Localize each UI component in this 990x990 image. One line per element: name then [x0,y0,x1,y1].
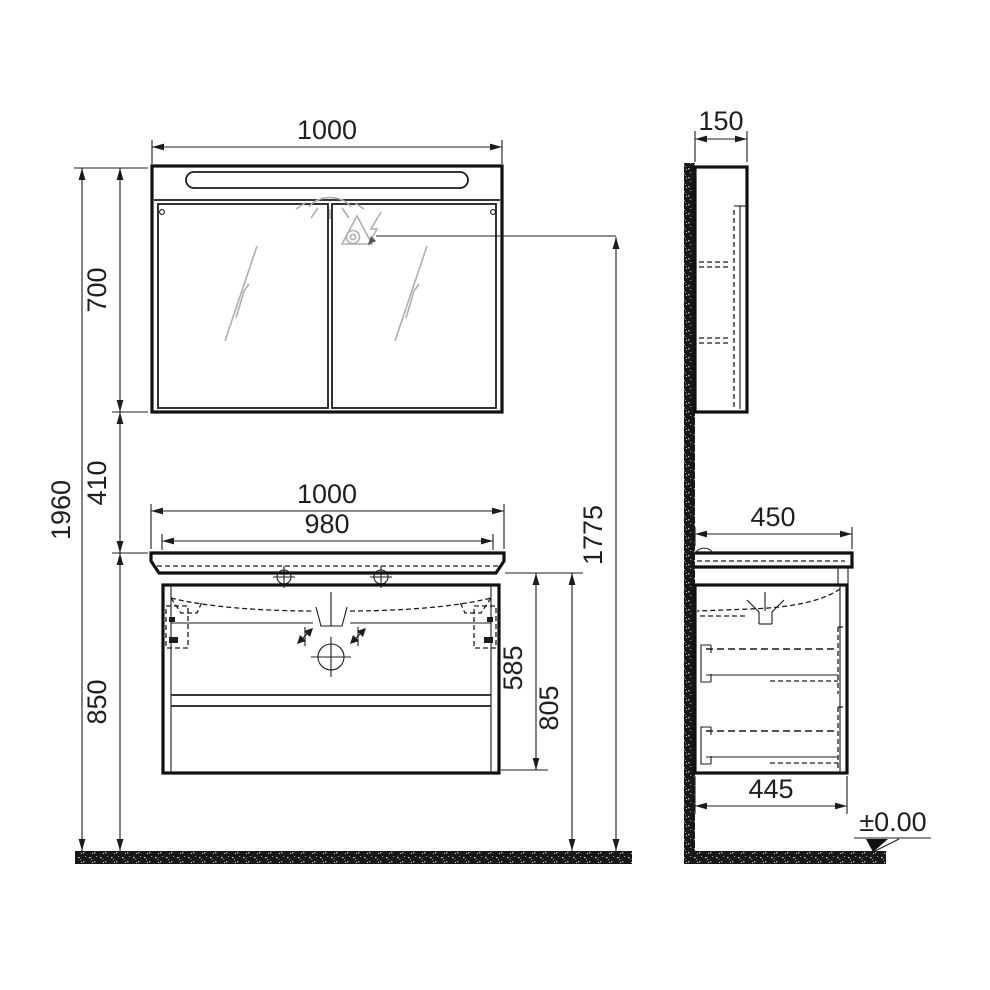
dim-label-basin-depth: 450 [750,502,796,532]
hinge-dot-right [491,210,496,215]
dim-label-cabinet-depth: 445 [748,774,794,804]
dim-ceramic-width [162,509,493,550]
dim-label-outlet-height: 1775 [578,504,608,566]
dim-label-basin-height: 850 [82,679,112,725]
shelf-hidden-lines [699,262,730,343]
adjust-screw-left [297,627,313,646]
mirror-door-left [158,204,328,408]
washbasin-front [151,553,504,588]
dim-label-mirror-height: 700 [82,267,112,313]
hinge-dot-left [160,210,165,215]
dim-basin-height [82,553,120,851]
dim-basin-depth [695,502,852,549]
floor-hatch-right [684,851,886,864]
mount-bracket-left [166,606,188,648]
dim-mirror-depth [695,106,747,162]
glass-reflection-icon [225,246,427,341]
wall-section-hatch [684,163,695,855]
dim-label-gap-height: 410 [82,460,112,506]
dim-cabinet-top-height [534,573,572,851]
siphon-side [747,592,784,624]
dim-label-floor-level: ±0.00 [859,807,927,837]
floor-hatch-left [75,851,632,864]
drain-outlet [316,592,347,626]
dim-label-mirror-width: 1000 [296,115,358,145]
dim-cabinet-depth [695,774,847,814]
dim-label-basin-width: 1000 [296,479,358,509]
adjust-screw-right [350,627,366,646]
bowl-hidden-side [697,589,840,611]
washbasin-side [695,548,852,585]
dim-label-mirror-depth: 150 [698,106,744,136]
drawer1-hidden [701,627,846,694]
drain-center-mark [311,637,351,677]
vanity-cabinet-front [163,585,499,773]
drawer2-hidden [701,707,846,770]
mirror-cabinet-side [695,167,747,412]
basin-apron [838,567,848,585]
floor-line [75,851,886,864]
dim-cabinet-height [498,573,583,770]
dim-label-cabinet-height: 585 [498,645,528,691]
floor-level-marker [854,807,931,852]
vanity-cabinet-side [695,585,847,773]
dim-mirror-height [82,168,148,412]
washbasin-slab-side [695,553,852,567]
dim-mirror-width [152,115,502,164]
mirror-door-right [332,204,496,408]
light-bar [186,172,468,188]
mirror-cabinet-body [152,166,502,412]
washbasin-slab [151,553,504,573]
mirror-cabinet-front [152,166,502,412]
dim-label-cabinet-top-height: 805 [534,685,564,731]
mount-bracket-right [474,606,496,648]
dim-gap-height [82,412,148,553]
dim-label-total-height: 1960 [46,479,76,541]
dim-label-ceramic-width: 980 [304,509,350,539]
